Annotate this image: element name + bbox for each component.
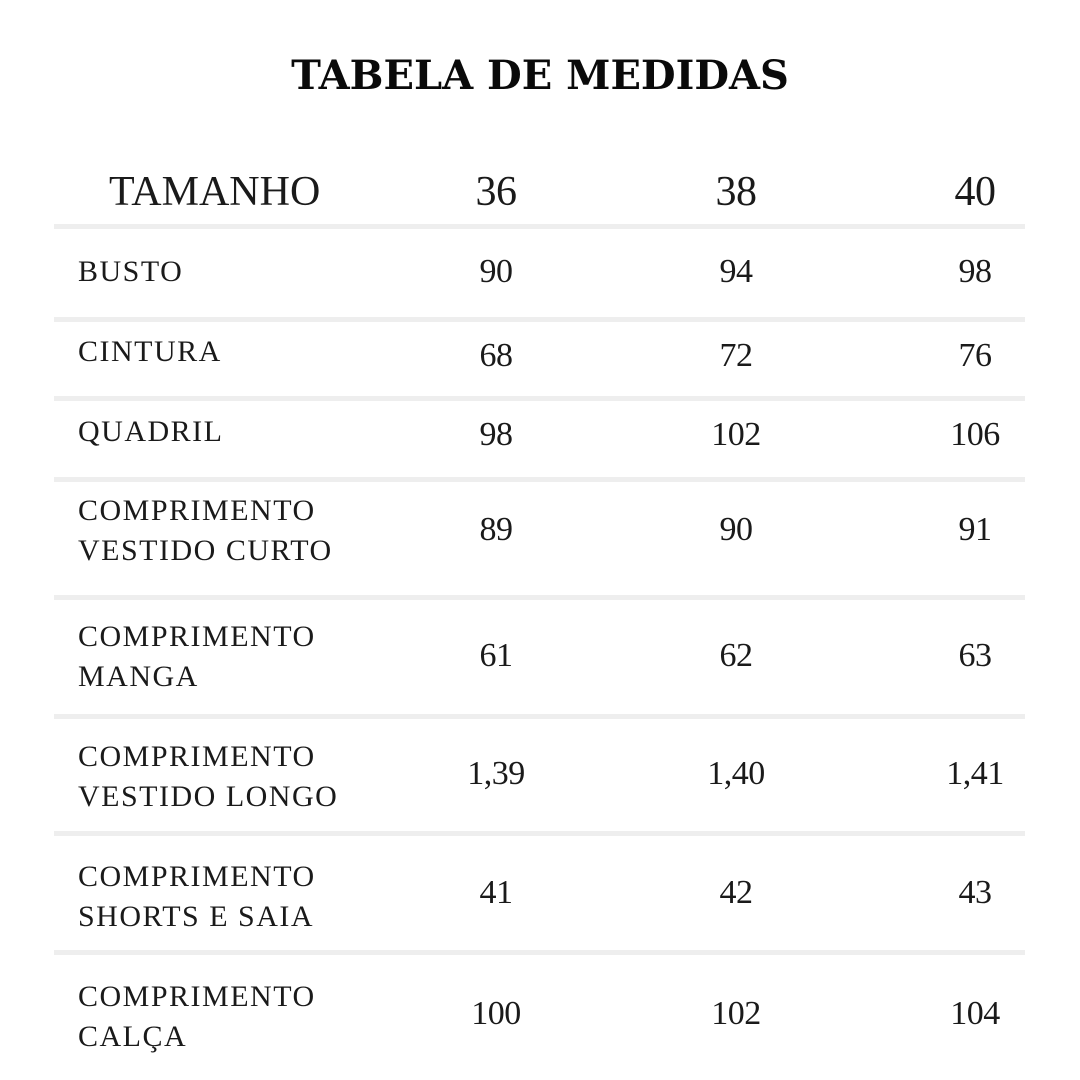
header-size: 38 (715, 169, 757, 215)
row-label: BUSTO (78, 255, 184, 288)
row-value: 41 (479, 874, 513, 911)
row-value: 76 (958, 337, 992, 374)
row-value: 1,40 (707, 755, 765, 792)
page-title: TABELA DE MEDIDAS (291, 52, 789, 99)
table-row (54, 252, 1025, 292)
row-value: 90 (479, 253, 513, 290)
row-label: COMPRIMENTO SHORTS E SAIA (78, 860, 316, 933)
row-label: COMPRIMENTO VESTIDO CURTO (78, 494, 333, 567)
row-value: 63 (958, 637, 992, 674)
row-value: 104 (950, 995, 1000, 1032)
row-divider (54, 224, 1025, 229)
row-value: 89 (479, 511, 513, 548)
row-divider (54, 714, 1025, 719)
row-value: 1,39 (467, 755, 525, 792)
table-row (54, 412, 1025, 452)
row-value: 90 (719, 511, 753, 548)
row-label: CINTURA (78, 335, 222, 368)
row-value: 62 (719, 637, 753, 674)
row-value: 98 (958, 253, 992, 290)
row-divider (54, 396, 1025, 401)
table-row (54, 977, 1025, 1057)
row-value: 61 (479, 637, 513, 674)
row-divider (54, 477, 1025, 482)
table-header (54, 167, 1025, 217)
table-row (54, 491, 1025, 571)
row-value: 91 (958, 511, 992, 548)
row-divider (54, 950, 1025, 955)
row-value: 42 (719, 874, 753, 911)
table-row (54, 332, 1025, 372)
row-value: 94 (719, 253, 753, 290)
row-divider (54, 317, 1025, 322)
row-value: 100 (471, 995, 521, 1032)
row-label: COMPRIMENTO MANGA (78, 620, 316, 693)
row-value: 102 (711, 416, 761, 453)
table-row (54, 857, 1025, 937)
table-row (54, 737, 1025, 817)
header-size: 40 (954, 169, 996, 215)
row-divider (54, 595, 1025, 600)
header-size: 36 (475, 169, 517, 215)
row-label: COMPRIMENTO VESTIDO LONGO (78, 740, 339, 813)
row-value: 102 (711, 995, 761, 1032)
row-value: 43 (958, 874, 992, 911)
row-value: 106 (950, 416, 1000, 453)
header-label: TAMANHO (109, 169, 321, 215)
row-label: QUADRIL (78, 415, 224, 448)
row-label: COMPRIMENTO CALÇA (78, 980, 316, 1053)
row-value: 1,41 (946, 755, 1004, 792)
row-value: 68 (479, 337, 513, 374)
row-value: 98 (479, 416, 513, 453)
row-divider (54, 831, 1025, 836)
table-row (54, 617, 1025, 697)
row-value: 72 (719, 337, 753, 374)
